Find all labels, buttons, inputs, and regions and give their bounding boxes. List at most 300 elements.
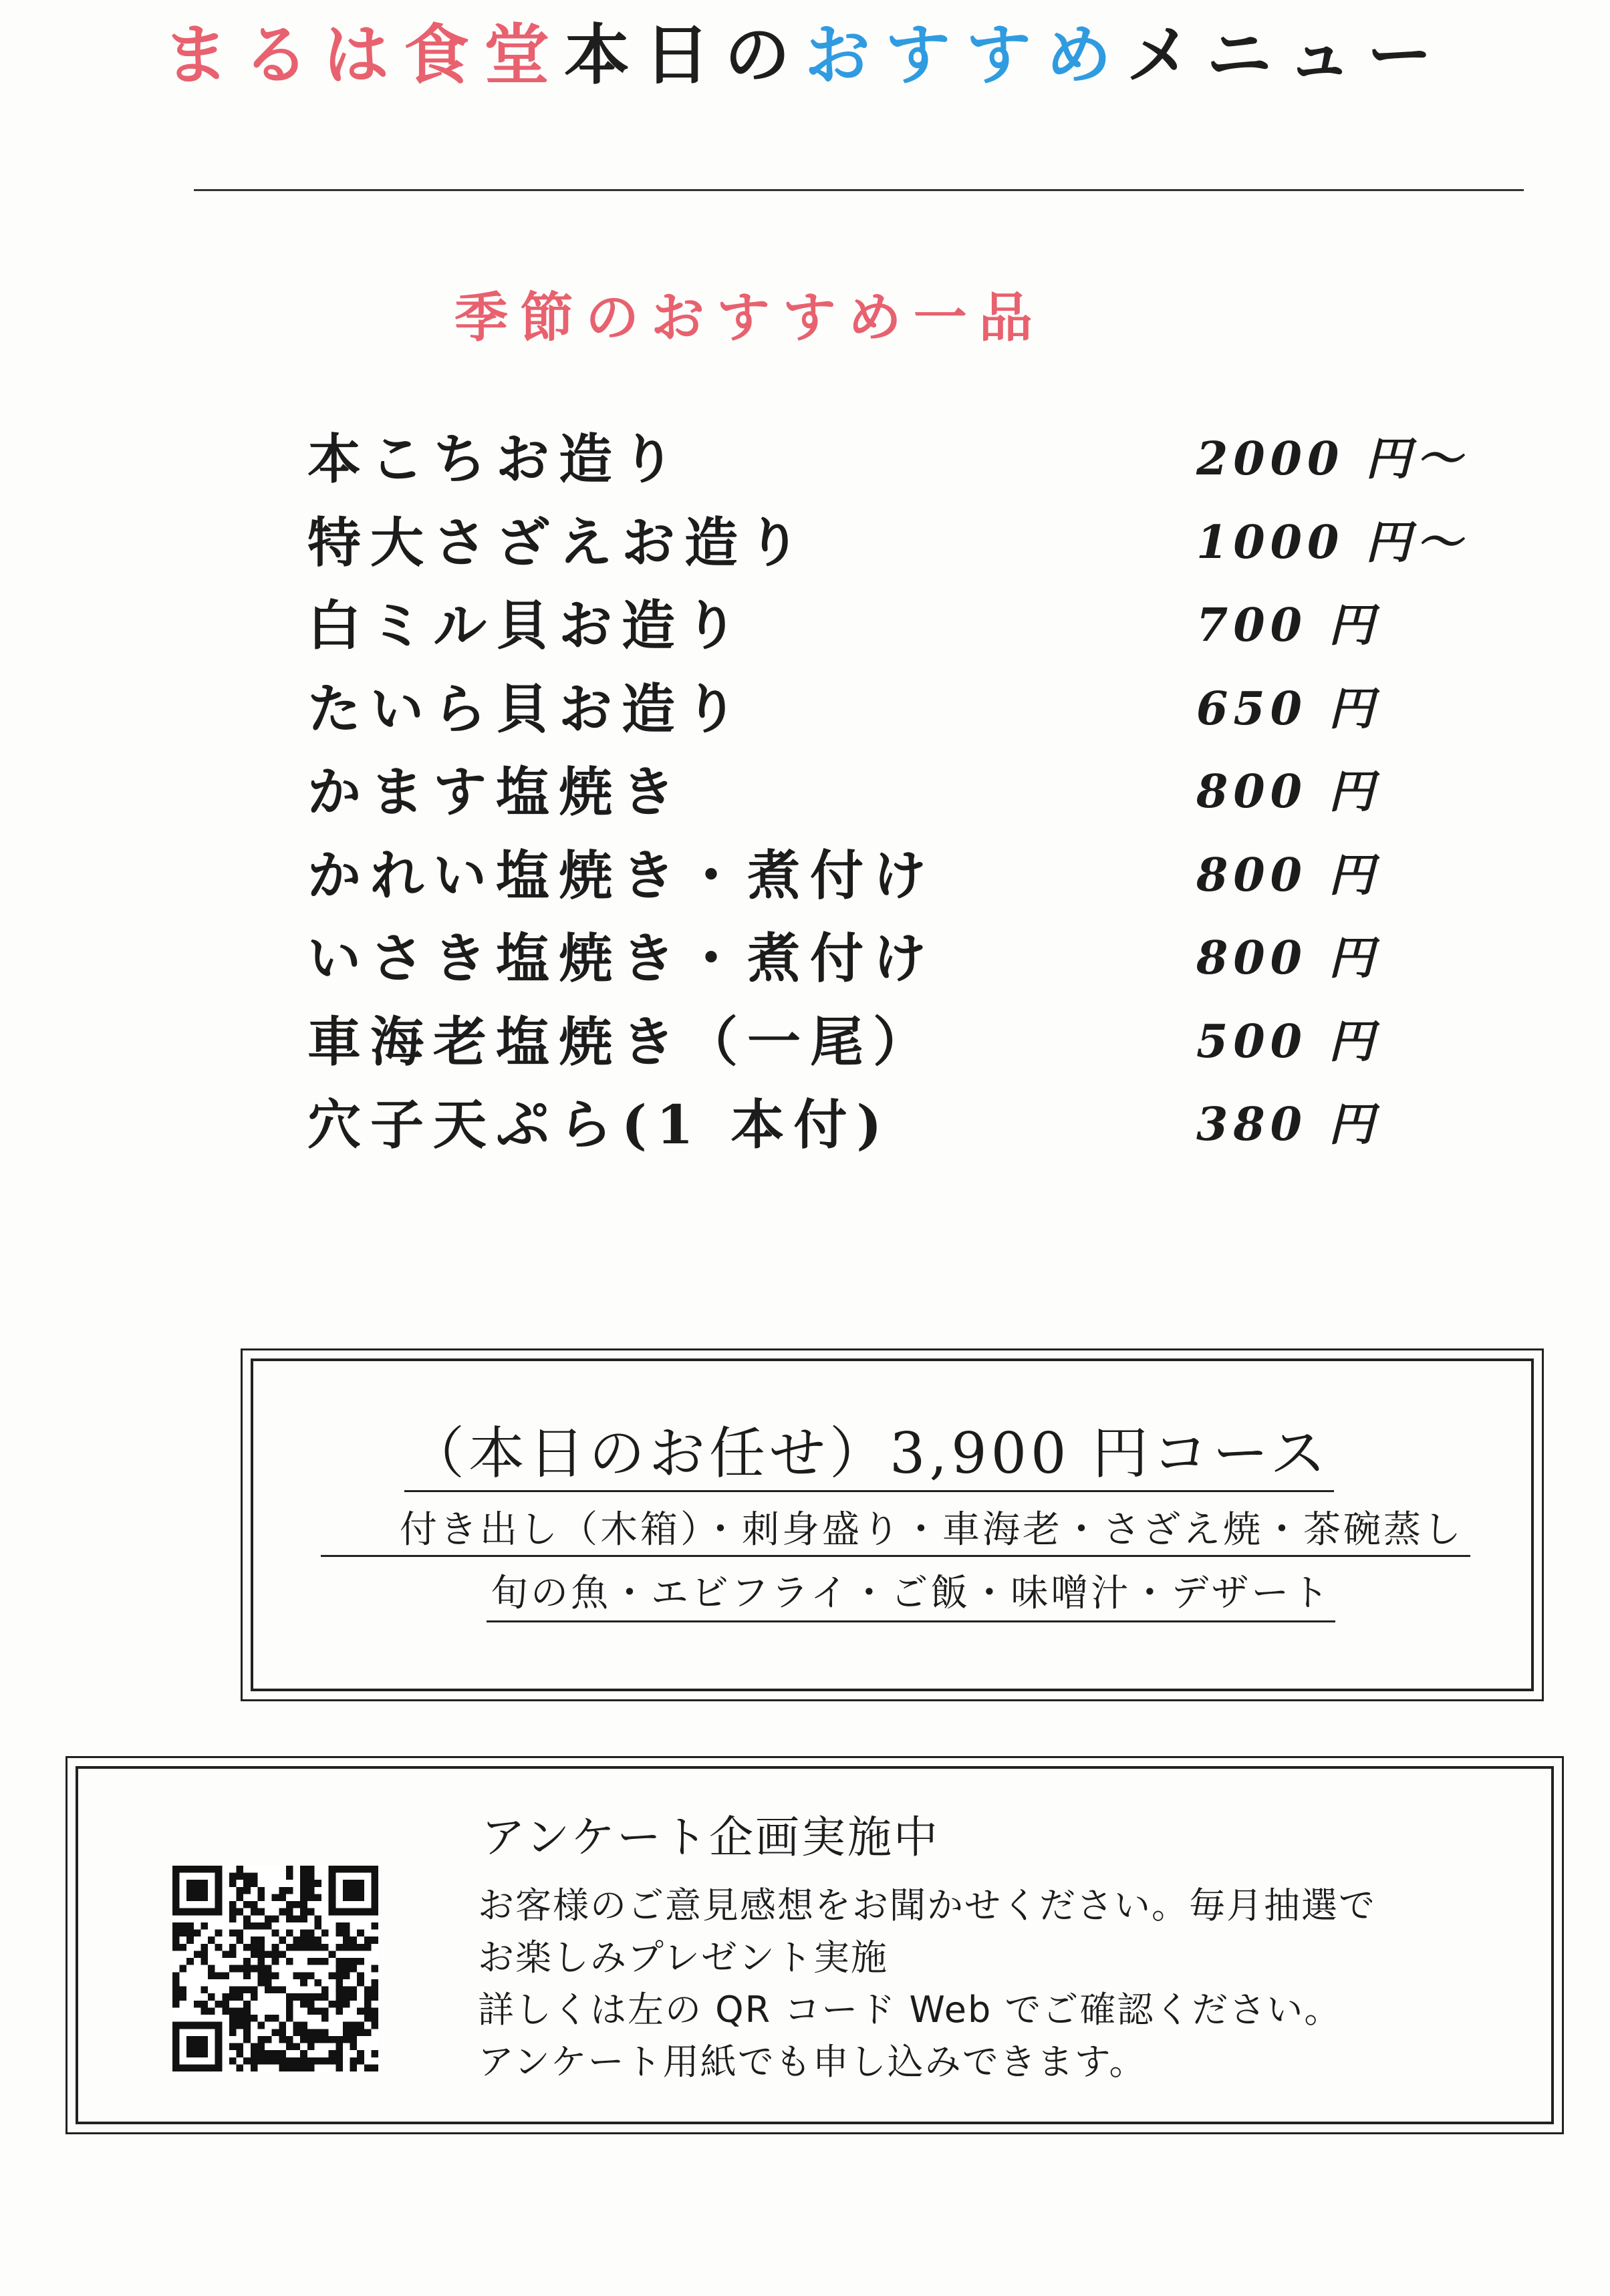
qr-module — [243, 2029, 251, 2036]
qr-module — [200, 1887, 208, 1894]
qr-module — [314, 1894, 321, 1901]
qr-module — [186, 1936, 194, 1944]
qr-module — [314, 1944, 321, 1951]
qr-module — [364, 1944, 372, 1951]
qr-module — [300, 2064, 307, 2071]
course-title: （本日のお任せ）3,900 円コース — [404, 1417, 1334, 1492]
qr-module — [350, 2029, 358, 2036]
qr-module — [293, 1972, 301, 1979]
qr-module — [251, 2057, 258, 2065]
qr-module — [300, 2022, 307, 2029]
qr-module — [357, 2057, 364, 2065]
qr-module — [371, 2007, 378, 2015]
qr-module — [265, 1972, 272, 1979]
menu-item-name: かれい塩焼き・煮付け — [307, 843, 936, 907]
qr-module — [329, 1880, 336, 1887]
qr-module — [371, 1894, 378, 1901]
qr-module — [329, 2057, 336, 2065]
qr-module — [257, 1887, 265, 1894]
qr-module — [229, 1987, 237, 1994]
qr-module — [314, 1993, 321, 2001]
menu-item-price: 800 円 — [1196, 765, 1379, 819]
qr-module — [364, 1908, 372, 1916]
qr-module — [300, 1936, 307, 1944]
qr-module — [336, 1930, 343, 1937]
qr-module — [343, 2036, 350, 2043]
qr-module — [293, 2043, 301, 2051]
qr-module — [357, 1894, 364, 1901]
qr-module — [272, 1951, 279, 1958]
qr-module — [364, 1993, 372, 2001]
qr-module — [343, 1958, 350, 1965]
qr-module — [215, 2001, 223, 2008]
qr-module — [237, 1894, 244, 1901]
qr-module — [180, 1965, 187, 1973]
qr-module — [229, 1965, 237, 1973]
qr-module — [251, 1944, 258, 1951]
qr-module — [215, 1930, 223, 1937]
qr-module — [251, 1965, 258, 1973]
qr-module — [321, 1944, 329, 1951]
qr-module — [251, 1936, 258, 1944]
qr-module — [286, 2007, 293, 2015]
qr-module — [180, 1930, 187, 1937]
qr-module — [180, 1944, 187, 1951]
qr-module — [350, 1987, 358, 1994]
qr-module — [251, 2043, 258, 2051]
qr-module — [321, 1958, 329, 1965]
qr-module — [279, 1887, 286, 1894]
qr-module — [194, 2001, 201, 2008]
qr-module — [300, 1866, 307, 1873]
menu-item-price: 2000 円～ — [1196, 432, 1467, 486]
qr-module — [343, 2001, 350, 2008]
qr-module — [172, 1880, 180, 1887]
qr-module — [357, 2050, 364, 2057]
qr-module — [186, 1880, 194, 1887]
qr-module — [215, 1866, 223, 1873]
qr-module — [279, 1936, 286, 1944]
qr-module — [257, 1894, 265, 1901]
qr-module — [215, 1894, 223, 1901]
qr-module — [243, 1958, 251, 1965]
qr-module — [237, 2007, 244, 2015]
qr-module — [364, 1936, 372, 1944]
title-menu: メニュー — [1126, 17, 1448, 94]
qr-module — [279, 2064, 286, 2071]
qr-module — [257, 2057, 265, 2065]
qr-module — [243, 1922, 251, 1930]
qr-module — [343, 2022, 350, 2029]
qr-module — [265, 1987, 272, 1994]
qr-module — [237, 1930, 244, 1937]
qr-module — [257, 1944, 265, 1951]
menu-item-price: 700 円 — [1196, 599, 1379, 652]
qr-module — [186, 1894, 194, 1901]
qr-module — [222, 1993, 229, 2001]
qr-module — [357, 1887, 364, 1894]
qr-module — [350, 1958, 358, 1965]
qr-module — [180, 1922, 187, 1930]
qr-module — [229, 1880, 237, 1887]
qr-module — [272, 2015, 279, 2022]
menu-item-price: 650 円 — [1196, 682, 1379, 736]
qr-module — [350, 1894, 358, 1901]
qr-module — [180, 2022, 187, 2029]
qr-module — [229, 1951, 237, 1958]
qr-module — [307, 1972, 315, 1979]
qr-module — [371, 1965, 378, 1973]
menu-item-name: 本こちお造り — [307, 428, 684, 490]
qr-module — [215, 2064, 223, 2071]
qr-module — [371, 1922, 378, 1930]
qr-module — [286, 1915, 293, 1922]
qr-module — [186, 2064, 194, 2071]
qr-module — [186, 2022, 194, 2029]
qr-module — [286, 1908, 293, 1916]
qr-module — [293, 1936, 301, 1944]
qr-module — [350, 2043, 358, 2051]
course-contents-line-2: 旬の魚・エビフライ・ご飯・味噌汁・デザート — [487, 1567, 1335, 1622]
qr-module — [279, 1951, 286, 1958]
qr-module — [293, 1901, 301, 1908]
qr-module — [215, 1880, 223, 1887]
qr-module — [307, 2001, 315, 2008]
qr-module — [222, 2001, 229, 2008]
qr-module — [237, 1993, 244, 2001]
qr-module — [286, 2057, 293, 2065]
menu-item-name: 穴子天ぷら(1 本付) — [307, 1093, 892, 1156]
qr-module — [350, 2057, 358, 2065]
qr-module — [186, 1887, 194, 1894]
menu-item — [307, 584, 1464, 668]
menu-item-name: たいら貝お造り — [307, 677, 747, 740]
qr-module — [172, 2050, 180, 2057]
qr-module — [200, 1944, 208, 1951]
qr-module — [364, 2001, 372, 2008]
qr-module — [293, 2029, 301, 2036]
qr-module — [257, 2036, 265, 2043]
qr-module — [371, 1936, 378, 1944]
survey-heading: アンケート企画実施中 — [481, 1812, 940, 1863]
qr-module — [371, 2022, 378, 2029]
qr-module — [229, 2043, 237, 2051]
qr-module — [343, 1908, 350, 1916]
qr-module — [307, 2043, 315, 2051]
qr-module — [180, 1993, 187, 2001]
qr-module — [314, 1936, 321, 1944]
qr-module — [307, 1908, 315, 1916]
qr-module — [350, 2036, 358, 2043]
qr-module — [329, 1894, 336, 1901]
qr-module — [357, 1930, 364, 1937]
qr-module — [194, 1880, 201, 1887]
qr-module — [300, 1944, 307, 1951]
qr-module — [229, 1944, 237, 1951]
qr-module — [208, 2007, 215, 2015]
menu-item-price: 800 円 — [1196, 848, 1379, 902]
qr-module — [307, 1993, 315, 2001]
qr-module — [314, 2036, 321, 2043]
qr-module — [307, 2029, 315, 2036]
qr-module — [300, 2029, 307, 2036]
qr-module — [321, 2007, 329, 2015]
qr-module — [208, 1866, 215, 1873]
qr-module — [257, 1922, 265, 1930]
qr-module — [172, 1866, 180, 1873]
menu-item-price: 800 円 — [1196, 931, 1379, 985]
qr-module — [186, 2036, 194, 2043]
title-recommended: おすすめ — [805, 17, 1126, 94]
qr-module — [286, 2015, 293, 2022]
qr-module — [336, 1958, 343, 1965]
qr-module — [200, 2001, 208, 2008]
qr-module — [307, 1880, 315, 1887]
qr-module — [293, 1915, 301, 1922]
qr-module — [307, 1936, 315, 1944]
qr-module — [257, 2050, 265, 2057]
qr-module — [329, 1887, 336, 1894]
qr-module — [350, 1866, 358, 1873]
menu-item — [307, 750, 1464, 834]
qr-module — [272, 2057, 279, 2065]
survey-text-line: お楽しみプレゼント実施 — [478, 1936, 888, 1979]
qr-module — [215, 1908, 223, 1916]
qr-module — [357, 2022, 364, 2029]
qr-module — [172, 1930, 180, 1937]
qr-module — [200, 2007, 208, 2015]
menu-item-price: 1000 円～ — [1196, 515, 1467, 569]
qr-module — [172, 1901, 180, 1908]
qr-module — [229, 2015, 237, 2022]
qr-module — [300, 1979, 307, 1987]
qr-module — [172, 1987, 180, 1994]
qr-module — [172, 1873, 180, 1880]
qr-module — [208, 1936, 215, 1944]
menu-item-name: 車海老塩焼き（一尾） — [307, 1010, 936, 1073]
survey-text-line: アンケート用紙でも申し込みできます。 — [478, 2041, 1147, 2083]
qr-module — [336, 1922, 343, 1930]
qr-module — [265, 1915, 272, 1922]
qr-module — [251, 1873, 258, 1880]
qr-module — [343, 1866, 350, 1873]
qr-module — [251, 2064, 258, 2071]
menu-item — [307, 668, 1464, 751]
qr-module — [300, 1993, 307, 2001]
menu-item — [307, 1000, 1464, 1084]
qr-module — [200, 2043, 208, 2051]
qr-module — [321, 2036, 329, 2043]
qr-module — [229, 2029, 237, 2036]
qr-module — [194, 1894, 201, 1901]
qr-module — [343, 1880, 350, 1887]
qr-module — [357, 1866, 364, 1873]
qr-module — [307, 1894, 315, 1901]
qr-module — [243, 2015, 251, 2022]
qr-module — [314, 1958, 321, 1965]
qr-module — [243, 1901, 251, 1908]
qr-module — [371, 2064, 378, 2071]
qr-module — [371, 1866, 378, 1873]
qr-module — [293, 2057, 301, 2065]
qr-module — [350, 1993, 358, 2001]
qr-module — [243, 1873, 251, 1880]
qr-module — [200, 2050, 208, 2057]
qr-module — [314, 1922, 321, 1930]
qr-module — [215, 2029, 223, 2036]
qr-module — [357, 1979, 364, 1987]
qr-module — [371, 1908, 378, 1916]
qr-module — [300, 1930, 307, 1937]
qr-module — [200, 1908, 208, 1916]
qr-module — [200, 2064, 208, 2071]
qr-module — [229, 1915, 237, 1922]
qr-module — [329, 1972, 336, 1979]
qr-module — [371, 1887, 378, 1894]
qr-module — [172, 2001, 180, 2008]
menu-item-price: 500 円 — [1196, 1014, 1379, 1068]
qr-module — [243, 1965, 251, 1973]
qr-module — [314, 2007, 321, 2015]
qr-module — [286, 1866, 293, 1873]
qr-module — [172, 2022, 180, 2029]
qr-module — [336, 1979, 343, 1987]
qr-module — [279, 2022, 286, 2029]
qr-module — [371, 1993, 378, 2001]
qr-module — [343, 1887, 350, 1894]
qr-module — [321, 1930, 329, 1937]
qr-module — [237, 1987, 244, 1994]
qr-module — [279, 2050, 286, 2057]
qr-module — [343, 1922, 350, 1930]
qr-module — [172, 2043, 180, 2051]
qr-module — [343, 1972, 350, 1979]
menu-item-price: 380 円 — [1196, 1098, 1379, 1151]
menu-item — [307, 834, 1464, 917]
qr-module — [215, 2043, 223, 2051]
qr-module — [172, 1972, 180, 1979]
qr-module — [237, 1873, 244, 1880]
qr-module — [329, 2001, 336, 2008]
qr-module — [243, 2007, 251, 2015]
qr-module — [172, 2029, 180, 2036]
qr-module — [265, 2057, 272, 2065]
qr-module — [357, 1958, 364, 1965]
qr-module — [307, 2057, 315, 2065]
qr-module — [200, 1922, 208, 1930]
qr-module — [272, 1958, 279, 1965]
qr-module — [307, 1958, 315, 1965]
qr-module — [364, 2015, 372, 2022]
qr-module — [215, 1901, 223, 1908]
qr-module — [194, 2036, 201, 2043]
qr-module — [300, 1880, 307, 1887]
qr-module — [272, 1930, 279, 1937]
qr-module — [371, 1901, 378, 1908]
survey-text-line: 詳しくは左の QR コード Web でご確認ください。 — [478, 1989, 1342, 2031]
qr-module — [343, 1930, 350, 1937]
qr-module — [350, 2022, 358, 2029]
qr-module — [300, 1873, 307, 1880]
qr-module — [215, 1873, 223, 1880]
qr-module — [371, 2050, 378, 2057]
qr-module — [286, 1873, 293, 1880]
qr-module — [350, 2064, 358, 2071]
qr-module — [300, 1972, 307, 1979]
qr-module — [343, 1894, 350, 1901]
survey-text-line: お客様のご意見感想をお聞かせください。毎月抽選で — [478, 1884, 1376, 1926]
qr-module — [300, 1894, 307, 1901]
qr-module — [357, 2029, 364, 2036]
qr-module — [237, 1908, 244, 1916]
qr-module — [329, 2050, 336, 2057]
qr-module — [186, 2043, 194, 2051]
qr-module — [172, 1979, 180, 1987]
qr-module — [237, 2015, 244, 2022]
menu-item-name: かます塩焼き — [307, 760, 684, 823]
qr-module — [286, 1887, 293, 1894]
qr-module — [237, 2043, 244, 2051]
qr-module — [229, 1873, 237, 1880]
qr-module — [257, 1965, 265, 1973]
qr-module — [314, 2057, 321, 2065]
qr-module — [371, 1880, 378, 1887]
qr-module — [243, 2022, 251, 2029]
qr-module — [251, 1908, 258, 1916]
qr-module — [307, 1887, 315, 1894]
qr-module — [265, 1922, 272, 1930]
qr-module — [272, 2050, 279, 2057]
qr-module — [186, 2050, 194, 2057]
qr-module — [279, 1908, 286, 1916]
menu-item-name: 特大さざえお造り — [307, 511, 810, 574]
qr-module — [186, 1866, 194, 1873]
qr-module — [314, 1880, 321, 1887]
qr-module — [329, 2036, 336, 2043]
qr-module — [307, 2036, 315, 2043]
qr-module — [336, 1987, 343, 1994]
qr-module — [257, 1936, 265, 1944]
qr-module — [200, 1951, 208, 1958]
qr-module — [243, 2057, 251, 2065]
qr-module — [243, 1987, 251, 1994]
qr-module — [343, 1965, 350, 1973]
qr-module — [300, 1887, 307, 1894]
qr-module — [343, 1944, 350, 1951]
qr-module — [172, 1894, 180, 1901]
qr-module — [364, 2064, 372, 2071]
qr-module — [293, 1944, 301, 1951]
qr-module — [314, 1915, 321, 1922]
qr-module — [350, 1880, 358, 1887]
qr-module — [200, 1958, 208, 1965]
qr-module — [172, 1908, 180, 1916]
menu-item — [307, 501, 1467, 585]
qr-module — [272, 1915, 279, 1922]
qr-module — [243, 2036, 251, 2043]
qr-module — [343, 1936, 350, 1944]
qr-module — [180, 2064, 187, 2071]
qr-module — [279, 2029, 286, 2036]
qr-module — [321, 1987, 329, 1994]
qr-module — [300, 2050, 307, 2057]
qr-code-icon[interactable] — [172, 1866, 378, 2071]
qr-module — [329, 1908, 336, 1916]
qr-module — [186, 1958, 194, 1965]
qr-module — [172, 1944, 180, 1951]
title-today: 本日の — [564, 17, 805, 94]
qr-module — [364, 1866, 372, 1873]
